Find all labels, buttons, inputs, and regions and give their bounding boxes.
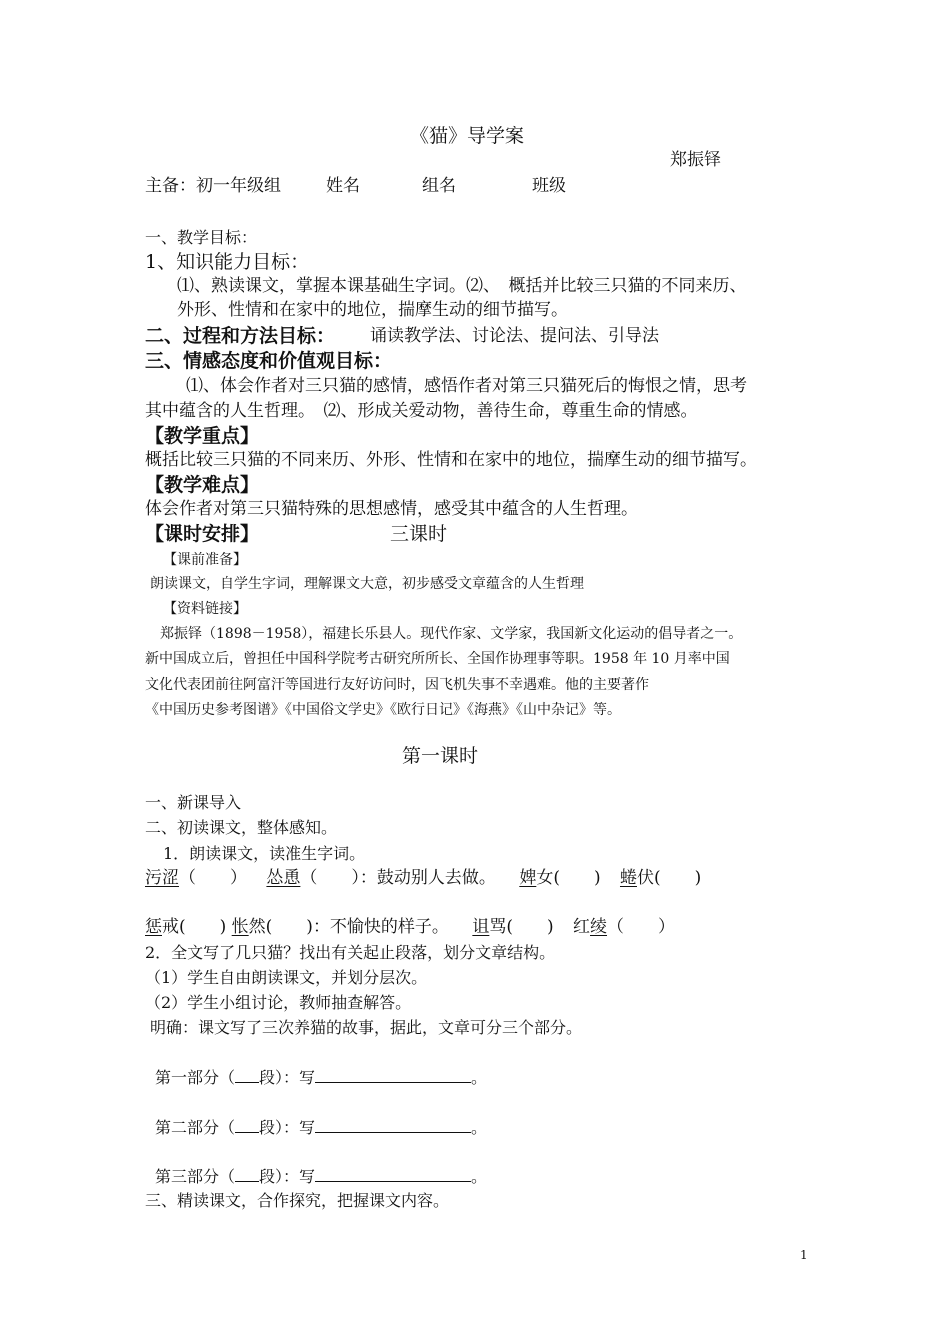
emotion-line-2: 其中蕴含的人生哲理。 ⑵、形成关爱动物，善待生命，尊重生命的情感。 — [145, 401, 698, 421]
lesson1-step2: 2．全文写了几只猫？找出有关起止段落，划分文章结构。 — [145, 943, 556, 962]
process-heading: 二、过程和方法目标： — [145, 325, 336, 347]
objectives-heading: 一、教学目标： — [145, 228, 258, 247]
part-mid: 段）：写 — [259, 1068, 316, 1087]
vocab-word: 戒 — [162, 917, 179, 937]
name-label: 姓名 — [326, 176, 360, 196]
key-points-text: 概括比较三只猫的不同来历、外形、性情和在家中的地位，揣摩生动的细节描写。 — [145, 450, 757, 470]
vocab-word: 污涩 — [145, 868, 179, 888]
vocab-word: 诅 — [472, 917, 490, 937]
class-label: 班级 — [532, 176, 566, 196]
vocab-word: 绫 — [590, 917, 608, 937]
vocab-row-1 — [145, 869, 701, 889]
part-mid: 段）：写 — [259, 1118, 316, 1137]
resources-line-3: 文化代表团前往阿富汗等国进行友好访问时，因飞机失事不幸遇难。他的主要著作 — [145, 677, 649, 693]
vocab-word: 惩 — [145, 917, 162, 937]
answer-blank — [315, 1118, 471, 1133]
part2-line — [155, 1118, 487, 1137]
lesson1-intro: 一、新课导入 — [145, 793, 242, 812]
part3-line — [155, 1167, 487, 1186]
knowledge-heading: 1、知识能力目标： — [145, 251, 310, 273]
resources-line-2: 新中国成立后，曾担任中国科学院考古研究所所长、全国作协理事等职。1958 年 10 月率中国 — [145, 651, 730, 667]
lesson1-step2b: （2）学生小组讨论，教师抽查解答。 — [145, 993, 412, 1012]
vocab-word: 怂恿 — [266, 868, 301, 888]
group-label: 组名 — [422, 176, 456, 196]
vocab-blank: （ ） — [607, 917, 676, 937]
knowledge-line-1: ⑴、熟读课文，掌握本课基础生字词。⑵、 概括并比较三只猫的不同来历、 — [177, 276, 747, 296]
answer-blank — [235, 1167, 259, 1182]
vocab-note: ：鼓动别人去做。 — [359, 868, 496, 888]
schedule-value: 三课时 — [390, 523, 448, 545]
lesson1-read: 二、初读课文，整体感知。 — [145, 818, 338, 837]
vocab-blank: ( ) — [653, 868, 702, 888]
lesson1-heading: 第一课时 — [402, 745, 479, 767]
lesson1-step3: 三、精读课文，合作探究，把握课文内容。 — [145, 1191, 450, 1210]
vocab-note: ：不愉快的样子。 — [312, 917, 449, 937]
main-prep-label: 主备：初一年级组 — [145, 176, 281, 196]
lesson1-step1: 1．朗读课文，读准生字词。 — [163, 844, 366, 863]
answer-blank — [315, 1167, 471, 1182]
preview-text: 朗读课文，自学生字词，理解课文大意，初步感受文章蕴含的人生哲理 — [150, 576, 584, 592]
vocab-word: 伏 — [636, 868, 654, 888]
part-label: 第二部分（ — [155, 1118, 236, 1137]
knowledge-line-2: 外形、性情和在家中的地位，揣摩生动的细节描写。 — [177, 300, 568, 320]
vocab-blank: ( ) — [506, 917, 554, 937]
page-number: 1 — [800, 1248, 808, 1262]
part-label: 第一部分（ — [155, 1068, 236, 1087]
resources-heading: 【资料链接】 — [163, 601, 247, 617]
vocab-row-2 — [145, 918, 675, 938]
lesson1-step2a: （1）学生自由朗读课文，并划分层次。 — [145, 968, 428, 987]
vocab-blank: （ ） — [300, 868, 360, 888]
emotion-heading: 三、情感态度和价值观目标： — [145, 350, 393, 372]
vocab-word: 骂 — [489, 917, 507, 937]
vocab-blank: ( ) — [179, 917, 227, 937]
answer-blank — [315, 1068, 471, 1083]
answer-blank — [235, 1068, 259, 1083]
answer-blank — [235, 1118, 259, 1133]
difficulties-text: 体会作者对第三只猫特殊的思想感情，感受其中蕴含的人生哲理。 — [145, 499, 638, 519]
preview-heading: 【课前准备】 — [163, 552, 247, 568]
author-name: 郑振铎 — [670, 150, 721, 170]
vocab-blank: （ ） — [179, 868, 247, 888]
key-points-heading: 【教学重点】 — [145, 425, 260, 447]
vocab-word: 蜷 — [619, 868, 637, 888]
emotion-line-1: ⑴、体会作者对三只猫的感情，感悟作者对第三只猫死后的悔恨之情，思考 — [186, 376, 747, 396]
part-end: 。 — [471, 1167, 488, 1186]
vocab-blank: ( ) — [265, 917, 313, 937]
resources-line-1: 郑振铎（1898－1958），福建长乐县人。现代作家、文学家，我国新文化运动的倡导者之一。 — [160, 626, 743, 642]
part-mid: 段）：写 — [259, 1167, 316, 1186]
vocab-blank: ( ) — [553, 868, 601, 888]
part-end: 。 — [471, 1068, 488, 1087]
vocab-word: 婢 — [519, 868, 537, 888]
part1-line — [155, 1068, 487, 1087]
difficulties-heading: 【教学难点】 — [145, 474, 260, 496]
schedule-heading: 【课时安排】 — [145, 523, 260, 545]
lesson1-clarify: 明确：课文写了三次养猫的故事，据此，文章可分三个部分。 — [150, 1018, 583, 1037]
part-end: 。 — [471, 1118, 488, 1137]
part-label: 第三部分（ — [155, 1167, 236, 1186]
vocab-word: 怅 — [231, 917, 249, 937]
process-text: 诵读教学法、讨论法、提问法、引导法 — [370, 326, 659, 346]
vocab-word: 女 — [536, 868, 554, 888]
vocab-word: 然 — [248, 917, 266, 937]
resources-line-4: 《中国历史参考图谱》《中国俗文学史》《欧行日记》《海燕》《山中杂记》等。 — [145, 702, 621, 718]
vocab-word: 红 — [573, 917, 591, 937]
page-title: 《猫》导学案 — [410, 125, 525, 147]
